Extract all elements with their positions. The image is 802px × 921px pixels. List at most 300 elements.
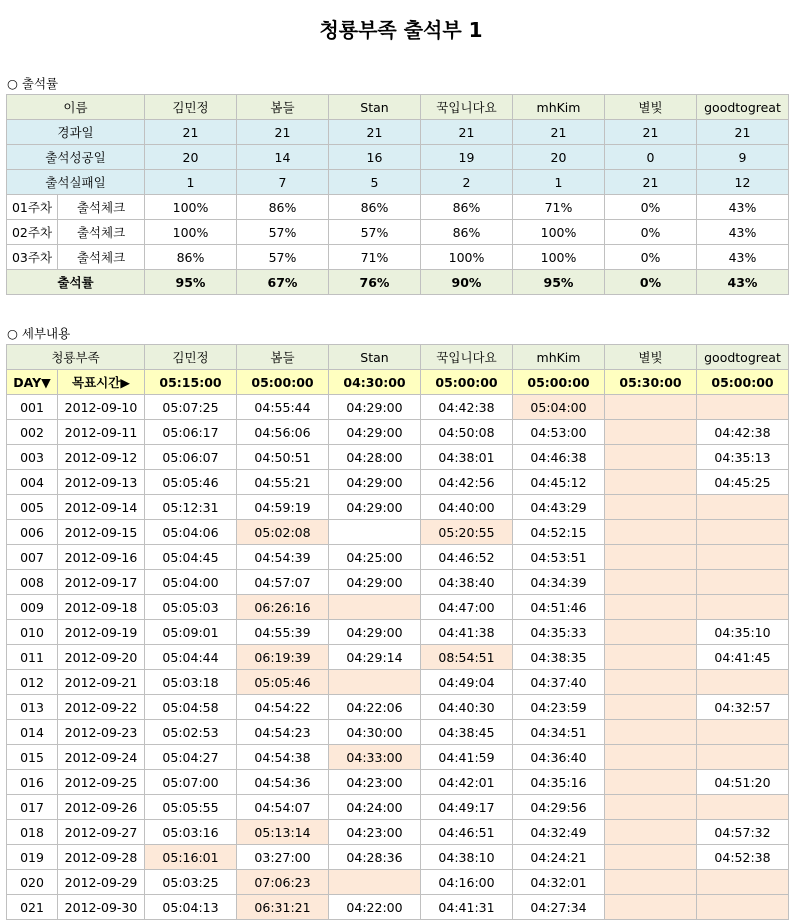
- check-in-time: 04:49:04: [421, 670, 513, 695]
- day-row: [7, 470, 789, 495]
- day-date: 2012-09-12: [58, 445, 145, 470]
- day-header: DAY▼: [7, 370, 58, 395]
- member-header: mhKim: [513, 345, 605, 370]
- check-in-time: [605, 420, 697, 445]
- check-in-time: 04:56:06: [237, 420, 329, 445]
- check-in-time: 04:36:40: [513, 745, 605, 770]
- check-in-time: 04:29:14: [329, 645, 421, 670]
- check-in-time: 04:53:00: [513, 420, 605, 445]
- check-in-time: 04:54:38: [237, 745, 329, 770]
- day-date: 2012-09-13: [58, 470, 145, 495]
- check-in-time: 05:03:18: [145, 670, 237, 695]
- check-in-time: 05:20:55: [421, 520, 513, 545]
- check-in-time: 04:38:35: [513, 645, 605, 670]
- check-in-time: [697, 395, 789, 420]
- check-in-time: 04:38:10: [421, 845, 513, 870]
- day-number: 021: [7, 895, 58, 920]
- check-in-time: [697, 520, 789, 545]
- check-in-time: [605, 670, 697, 695]
- target-time: 05:00:00: [513, 370, 605, 395]
- check-in-time: 04:29:00: [329, 620, 421, 645]
- day-row: [7, 545, 789, 570]
- week-rate: 71%: [513, 195, 605, 220]
- member-header: Stan: [329, 345, 421, 370]
- day-number: 011: [7, 645, 58, 670]
- stat-label: 출석실패일: [7, 170, 145, 195]
- day-number: 016: [7, 770, 58, 795]
- day-date: 2012-09-29: [58, 870, 145, 895]
- day-date: 2012-09-18: [58, 595, 145, 620]
- stat-value: 20: [513, 145, 605, 170]
- day-number: 006: [7, 520, 58, 545]
- detail-section-label: ○ 세부내용: [7, 326, 71, 341]
- member-header: 별빛: [605, 95, 697, 120]
- check-in-time: 07:06:23: [237, 870, 329, 895]
- day-date: 2012-09-14: [58, 495, 145, 520]
- check-in-time: 05:03:25: [145, 870, 237, 895]
- check-in-time: 04:23:59: [513, 695, 605, 720]
- check-in-time: [605, 695, 697, 720]
- check-in-time: [605, 395, 697, 420]
- week-row: [7, 195, 789, 220]
- check-in-time: 06:31:21: [237, 895, 329, 920]
- check-in-time: 05:05:46: [145, 470, 237, 495]
- day-row: [7, 420, 789, 445]
- check-in-time: 04:40:00: [421, 495, 513, 520]
- day-number: 014: [7, 720, 58, 745]
- stat-value: 1: [145, 170, 237, 195]
- check-in-time: 04:52:38: [697, 845, 789, 870]
- check-in-time: 04:29:00: [329, 470, 421, 495]
- check-in-time: 04:29:00: [329, 570, 421, 595]
- stat-value: 12: [697, 170, 789, 195]
- day-number: 019: [7, 845, 58, 870]
- day-row: [7, 720, 789, 745]
- check-in-time: 04:23:00: [329, 770, 421, 795]
- check-in-time: [605, 720, 697, 745]
- check-in-time: 04:41:59: [421, 745, 513, 770]
- check-in-time: 04:35:33: [513, 620, 605, 645]
- check-in-time: 05:05:55: [145, 795, 237, 820]
- check-in-time: 04:35:13: [697, 445, 789, 470]
- week-rate: 0%: [605, 245, 697, 270]
- check-in-time: 04:34:51: [513, 720, 605, 745]
- check-in-time: [605, 445, 697, 470]
- day-row: [7, 645, 789, 670]
- check-in-time: [605, 820, 697, 845]
- week-rate: 57%: [329, 220, 421, 245]
- week-row: [7, 245, 789, 270]
- member-header: 김민정: [145, 345, 237, 370]
- check-in-time: [697, 595, 789, 620]
- check-in-time: 06:26:16: [237, 595, 329, 620]
- member-header: Stan: [329, 95, 421, 120]
- check-in-time: 04:49:17: [421, 795, 513, 820]
- week-label: 01주차: [7, 195, 58, 220]
- target-time: 04:30:00: [329, 370, 421, 395]
- rate-row: [7, 270, 789, 295]
- member-header: 김민정: [145, 95, 237, 120]
- check-in-time: 04:40:30: [421, 695, 513, 720]
- check-in-time: 04:42:56: [421, 470, 513, 495]
- check-in-time: 05:04:06: [145, 520, 237, 545]
- target-row: [7, 370, 789, 395]
- check-in-time: 05:06:17: [145, 420, 237, 445]
- check-in-time: 04:42:38: [421, 395, 513, 420]
- check-in-time: 04:50:08: [421, 420, 513, 445]
- check-in-time: 04:25:00: [329, 545, 421, 570]
- day-number: 007: [7, 545, 58, 570]
- check-in-time: 04:28:36: [329, 845, 421, 870]
- check-in-time: 05:05:03: [145, 595, 237, 620]
- tribe-header: 청룡부족: [7, 345, 145, 370]
- day-date: 2012-09-24: [58, 745, 145, 770]
- rate-value: 0%: [605, 270, 697, 295]
- day-row: [7, 870, 789, 895]
- check-in-time: 04:55:21: [237, 470, 329, 495]
- day-date: 2012-09-23: [58, 720, 145, 745]
- check-in-time: 05:04:00: [513, 395, 605, 420]
- check-label: 출석체크: [58, 220, 145, 245]
- day-row: [7, 770, 789, 795]
- target-time: 05:00:00: [697, 370, 789, 395]
- check-in-time: 04:41:38: [421, 620, 513, 645]
- stat-value: 21: [605, 120, 697, 145]
- rate-value: 67%: [237, 270, 329, 295]
- week-rate: 43%: [697, 220, 789, 245]
- check-in-time: [329, 520, 421, 545]
- stat-value: 7: [237, 170, 329, 195]
- check-in-time: 04:42:38: [697, 420, 789, 445]
- check-in-time: 04:54:23: [237, 720, 329, 745]
- stat-value: 14: [237, 145, 329, 170]
- week-rate: 0%: [605, 220, 697, 245]
- check-in-time: 05:02:53: [145, 720, 237, 745]
- stat-value: 21: [145, 120, 237, 145]
- member-header: goodtogreat: [697, 95, 789, 120]
- check-in-time: 04:24:00: [329, 795, 421, 820]
- week-rate: 0%: [605, 195, 697, 220]
- day-date: 2012-09-26: [58, 795, 145, 820]
- day-row: [7, 670, 789, 695]
- week-rate: 43%: [697, 245, 789, 270]
- stat-value: 21: [605, 170, 697, 195]
- check-in-time: 04:46:51: [421, 820, 513, 845]
- check-in-time: 04:32:01: [513, 870, 605, 895]
- check-in-time: 06:19:39: [237, 645, 329, 670]
- check-in-time: [605, 745, 697, 770]
- day-number: 013: [7, 695, 58, 720]
- check-in-time: [605, 795, 697, 820]
- check-in-time: 04:32:57: [697, 695, 789, 720]
- week-rate: 100%: [145, 220, 237, 245]
- week-rate: 86%: [421, 220, 513, 245]
- day-number: 010: [7, 620, 58, 645]
- check-label: 출석체크: [58, 245, 145, 270]
- check-in-time: 04:28:00: [329, 445, 421, 470]
- day-number: 017: [7, 795, 58, 820]
- target-time: 05:00:00: [237, 370, 329, 395]
- check-in-time: 04:38:01: [421, 445, 513, 470]
- check-in-time: 04:42:01: [421, 770, 513, 795]
- day-row: [7, 395, 789, 420]
- target-time: 05:00:00: [421, 370, 513, 395]
- check-in-time: [329, 670, 421, 695]
- check-in-time: 04:51:20: [697, 770, 789, 795]
- day-row: [7, 745, 789, 770]
- day-date: 2012-09-19: [58, 620, 145, 645]
- day-date: 2012-09-30: [58, 895, 145, 920]
- check-in-time: 05:05:46: [237, 670, 329, 695]
- check-in-time: 04:38:40: [421, 570, 513, 595]
- day-number: 012: [7, 670, 58, 695]
- check-in-time: 04:24:21: [513, 845, 605, 870]
- day-date: 2012-09-20: [58, 645, 145, 670]
- summary-stat-row: [7, 170, 789, 195]
- day-row: [7, 620, 789, 645]
- check-in-time: 04:38:45: [421, 720, 513, 745]
- day-row: [7, 520, 789, 545]
- member-header: 봄들: [237, 345, 329, 370]
- rate-label: 출석률: [7, 270, 145, 295]
- check-in-time: 04:41:31: [421, 895, 513, 920]
- check-in-time: [605, 845, 697, 870]
- check-in-time: 04:45:25: [697, 470, 789, 495]
- day-number: 018: [7, 820, 58, 845]
- week-rate: 100%: [145, 195, 237, 220]
- check-in-time: 04:22:00: [329, 895, 421, 920]
- check-in-time: 04:34:39: [513, 570, 605, 595]
- check-in-time: 04:29:00: [329, 395, 421, 420]
- day-number: 003: [7, 445, 58, 470]
- day-number: 020: [7, 870, 58, 895]
- check-in-time: 04:30:00: [329, 720, 421, 745]
- member-header: 봄들: [237, 95, 329, 120]
- check-in-time: [697, 545, 789, 570]
- check-in-time: 04:54:36: [237, 770, 329, 795]
- page-title: 청룡부족 출석부 1: [319, 18, 483, 42]
- target-header: 목표시간▶: [58, 370, 145, 395]
- check-in-time: 05:04:00: [145, 570, 237, 595]
- check-in-time: [605, 895, 697, 920]
- check-in-time: 04:51:46: [513, 595, 605, 620]
- week-rate: 57%: [237, 220, 329, 245]
- day-date: 2012-09-17: [58, 570, 145, 595]
- stat-value: 21: [697, 120, 789, 145]
- check-in-time: [605, 620, 697, 645]
- check-in-time: [697, 670, 789, 695]
- check-in-time: [697, 870, 789, 895]
- day-row: [7, 695, 789, 720]
- check-in-time: 04:46:38: [513, 445, 605, 470]
- check-in-time: 05:12:31: [145, 495, 237, 520]
- week-label: 03주차: [7, 245, 58, 270]
- day-date: 2012-09-10: [58, 395, 145, 420]
- check-in-time: 05:09:01: [145, 620, 237, 645]
- name-header: 이름: [7, 95, 145, 120]
- check-in-time: [697, 720, 789, 745]
- check-in-time: 04:23:00: [329, 820, 421, 845]
- check-in-time: 04:35:10: [697, 620, 789, 645]
- check-in-time: 04:57:07: [237, 570, 329, 595]
- check-in-time: 05:16:01: [145, 845, 237, 870]
- stat-value: 0: [605, 145, 697, 170]
- member-header: mhKim: [513, 95, 605, 120]
- stat-value: 16: [329, 145, 421, 170]
- check-in-time: 04:55:39: [237, 620, 329, 645]
- day-date: 2012-09-28: [58, 845, 145, 870]
- stat-value: 2: [421, 170, 513, 195]
- stat-value: 5: [329, 170, 421, 195]
- check-in-time: 04:54:07: [237, 795, 329, 820]
- day-date: 2012-09-15: [58, 520, 145, 545]
- day-row: [7, 820, 789, 845]
- check-in-time: 04:52:15: [513, 520, 605, 545]
- week-rate: 100%: [513, 220, 605, 245]
- week-rate: 100%: [513, 245, 605, 270]
- week-rate: 57%: [237, 245, 329, 270]
- day-row: [7, 445, 789, 470]
- stat-value: 19: [421, 145, 513, 170]
- check-in-time: 05:07:00: [145, 770, 237, 795]
- day-number: 001: [7, 395, 58, 420]
- day-row: [7, 595, 789, 620]
- check-in-time: 05:04:45: [145, 545, 237, 570]
- stat-value: 21: [513, 120, 605, 145]
- check-in-time: 08:54:51: [421, 645, 513, 670]
- summary-stat-row: [7, 120, 789, 145]
- check-in-time: 04:50:51: [237, 445, 329, 470]
- check-in-time: [605, 545, 697, 570]
- check-in-time: 04:47:00: [421, 595, 513, 620]
- summary-header-row: [7, 95, 789, 120]
- day-number: 005: [7, 495, 58, 520]
- check-in-time: 04:46:52: [421, 545, 513, 570]
- check-in-time: 04:32:49: [513, 820, 605, 845]
- check-in-time: 04:53:51: [513, 545, 605, 570]
- stat-value: 21: [329, 120, 421, 145]
- check-in-time: 05:13:14: [237, 820, 329, 845]
- day-date: 2012-09-16: [58, 545, 145, 570]
- day-row: [7, 570, 789, 595]
- day-row: [7, 845, 789, 870]
- check-in-time: 03:27:00: [237, 845, 329, 870]
- check-in-time: [605, 495, 697, 520]
- week-rate: 86%: [145, 245, 237, 270]
- check-in-time: [697, 745, 789, 770]
- day-row: [7, 495, 789, 520]
- stat-value: 21: [237, 120, 329, 145]
- stat-value: 9: [697, 145, 789, 170]
- check-in-time: [605, 470, 697, 495]
- check-in-time: 04:37:40: [513, 670, 605, 695]
- check-in-time: 05:03:16: [145, 820, 237, 845]
- check-in-time: 05:04:13: [145, 895, 237, 920]
- day-number: 008: [7, 570, 58, 595]
- target-time: 05:30:00: [605, 370, 697, 395]
- stat-value: 1: [513, 170, 605, 195]
- rate-value: 76%: [329, 270, 421, 295]
- day-date: 2012-09-25: [58, 770, 145, 795]
- check-in-time: 04:41:45: [697, 645, 789, 670]
- target-time: 05:15:00: [145, 370, 237, 395]
- check-in-time: 04:54:39: [237, 545, 329, 570]
- member-header: 꾹입니다요: [421, 345, 513, 370]
- day-date: 2012-09-22: [58, 695, 145, 720]
- check-in-time: 04:57:32: [697, 820, 789, 845]
- member-header: goodtogreat: [697, 345, 789, 370]
- summary-section-label: ○ 출석률: [7, 76, 59, 91]
- check-in-time: 04:35:16: [513, 770, 605, 795]
- check-in-time: [605, 870, 697, 895]
- day-date: 2012-09-11: [58, 420, 145, 445]
- day-date: 2012-09-21: [58, 670, 145, 695]
- rate-value: 95%: [513, 270, 605, 295]
- member-header: 꾹입니다요: [421, 95, 513, 120]
- week-row: [7, 220, 789, 245]
- check-in-time: 04:59:19: [237, 495, 329, 520]
- check-in-time: [605, 520, 697, 545]
- check-in-time: 04:54:22: [237, 695, 329, 720]
- attendance-summary-table: [6, 94, 789, 295]
- check-in-time: [329, 595, 421, 620]
- check-in-time: 04:29:00: [329, 495, 421, 520]
- detail-header-row: [7, 345, 789, 370]
- day-number: 009: [7, 595, 58, 620]
- check-in-time: 04:45:12: [513, 470, 605, 495]
- check-in-time: [697, 895, 789, 920]
- week-rate: 100%: [421, 245, 513, 270]
- check-in-time: 04:55:44: [237, 395, 329, 420]
- check-in-time: 05:07:25: [145, 395, 237, 420]
- day-row: [7, 895, 789, 920]
- check-in-time: 04:43:29: [513, 495, 605, 520]
- check-in-time: 04:33:00: [329, 745, 421, 770]
- stat-value: 20: [145, 145, 237, 170]
- week-rate: 71%: [329, 245, 421, 270]
- day-date: 2012-09-27: [58, 820, 145, 845]
- check-in-time: 04:29:56: [513, 795, 605, 820]
- day-number: 015: [7, 745, 58, 770]
- check-in-time: 04:27:34: [513, 895, 605, 920]
- check-in-time: 05:02:08: [237, 520, 329, 545]
- week-rate: 86%: [421, 195, 513, 220]
- stat-label: 경과일: [7, 120, 145, 145]
- check-in-time: [697, 570, 789, 595]
- check-in-time: [605, 645, 697, 670]
- check-in-time: 05:04:44: [145, 645, 237, 670]
- rate-value: 95%: [145, 270, 237, 295]
- check-in-time: [605, 595, 697, 620]
- rate-value: 43%: [697, 270, 789, 295]
- summary-stat-row: [7, 145, 789, 170]
- attendance-detail-table: [6, 344, 789, 920]
- check-in-time: [697, 495, 789, 520]
- day-number: 002: [7, 420, 58, 445]
- check-in-time: 05:04:58: [145, 695, 237, 720]
- check-in-time: 04:29:00: [329, 420, 421, 445]
- stat-value: 21: [421, 120, 513, 145]
- check-in-time: 04:16:00: [421, 870, 513, 895]
- member-header: 별빛: [605, 345, 697, 370]
- check-in-time: 05:04:27: [145, 745, 237, 770]
- day-row: [7, 795, 789, 820]
- stat-label: 출석성공일: [7, 145, 145, 170]
- check-in-time: [697, 795, 789, 820]
- week-rate: 86%: [237, 195, 329, 220]
- check-in-time: [605, 570, 697, 595]
- check-in-time: [605, 770, 697, 795]
